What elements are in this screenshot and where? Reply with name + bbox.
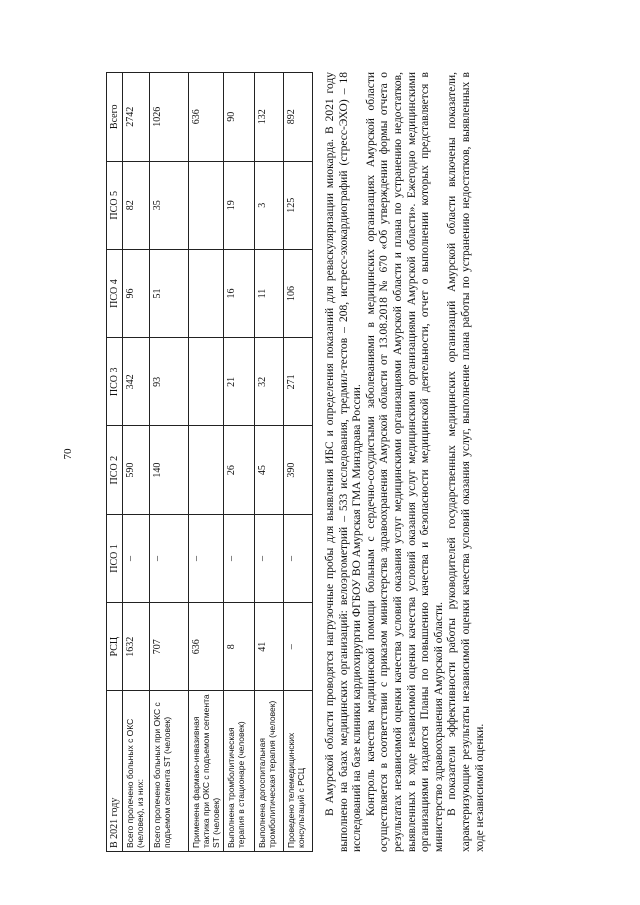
table-cell: 90 [224, 73, 255, 162]
table-cell: 41 [255, 603, 284, 691]
table-cell: 16 [224, 249, 255, 337]
table-cell: – [255, 514, 284, 602]
table-cell: – [123, 514, 150, 602]
row-label: Всего пролечено больных с ОКС (человек), из них: [123, 691, 150, 852]
table-cell: – [284, 603, 313, 691]
table-cell: 82 [123, 161, 150, 249]
table-row [255, 73, 284, 852]
table-cell: 96 [123, 249, 150, 337]
table-row [189, 73, 224, 852]
statistics-table [106, 72, 313, 852]
table-cell: 707 [150, 603, 189, 691]
table-cell: 106 [284, 249, 313, 337]
table-cell: 11 [255, 249, 284, 337]
table-header-cell: ПСО 1 [107, 514, 123, 602]
row-label: Выполнена тромболитическая терапия в стационаре (человек) [224, 691, 255, 852]
table-header-cell: ПСО 4 [107, 249, 123, 337]
table-header-cell: РСЦ [107, 603, 123, 691]
table-cell: – [150, 514, 189, 602]
table-cell: 2742 [123, 73, 150, 162]
paragraph: В Амурской области проводятся нагрузочные пробы для выявления ИБС и определения показаний для реваскуляризации миокарда. В 2021 году выполнено на базах медицинских организаций: велоэргометрий – 533 исследования, тредмил-тестов – 208, истресс-эхокардиографий (стресс-ЭХО) – 18 исследований на базе клиники кардиохирургии ФГБОУ ВО Амурская ГМА Минздрава России. [324, 72, 364, 852]
table-cell [189, 249, 224, 337]
paragraph: Контроль качества медицинской помощи больным с сердечно-сосудистыми заболеваниями в медицинских организациях Амурской области осуществляется в соответствии с приказом министерства здравоохранения Амурской области от 13.08.2018 № 670 «Об утверждении формы отчета о результатах независимой оценки качества условий оказания услуг медицинскими организациями Амурской области и плана по устранению недостатков, выявленных в ходе независимой оценки качества условий оказания услуг медицинскими организациями Амурской области». Ежегодно медицинскими организациями издаются Планы по повышению качества и безопасности медицинской деятельности, отчет о выполнении которых представляется в министерство здравоохранения Амурской области. [364, 72, 445, 852]
table-cell: 636 [189, 603, 224, 691]
table-header-row [107, 73, 123, 852]
table-cell: – [284, 514, 313, 602]
table-cell: 26 [224, 426, 255, 514]
table-cell: 51 [150, 249, 189, 337]
paragraph: В показатели эффективности работы руководителей государственных медицинских организаций Амурской области включены показатели, характеризующие результаты независимой оценки качества условий оказания услуг, выполнение плана работы по устранению недостатков, выявленных в ходе независимой оценки. [446, 72, 486, 852]
table-cell: 132 [255, 73, 284, 162]
body-text [324, 72, 487, 852]
table-cell: 342 [123, 338, 150, 426]
rotated-content [106, 72, 546, 852]
table-row [224, 73, 255, 852]
table-cell: 590 [123, 426, 150, 514]
table-cell: 21 [224, 338, 255, 426]
table-cell: 19 [224, 161, 255, 249]
table-cell: 892 [284, 73, 313, 162]
row-label: Выполнена догоспитальная тромболитическая терапия (человек) [255, 691, 284, 852]
table-cell [189, 426, 224, 514]
table-cell: 125 [284, 161, 313, 249]
table-cell: 636 [189, 73, 224, 162]
table-cell: 1632 [123, 603, 150, 691]
table-cell: 3 [255, 161, 284, 249]
table-cell [189, 161, 224, 249]
table-cell: 1026 [150, 73, 189, 162]
table-cell: 32 [255, 338, 284, 426]
page-number: 70 [62, 448, 74, 460]
table-row [123, 73, 150, 852]
row-label: Проведено телемедицинских консультаций с РСЦ [284, 691, 313, 852]
table-header-cell: ПСО 3 [107, 338, 123, 426]
table-row [284, 73, 313, 852]
table-cell: 8 [224, 603, 255, 691]
table-cell: 35 [150, 161, 189, 249]
table-header-cell: ПСО 2 [107, 426, 123, 514]
table-cell [189, 338, 224, 426]
row-label: Всего пролечено больных при ОКС с подъемом сегмента ST (человек) [150, 691, 189, 852]
table-row [150, 73, 189, 852]
table-cell: 140 [150, 426, 189, 514]
table-header-cell: ПСО 5 [107, 161, 123, 249]
table-cell: 271 [284, 338, 313, 426]
table-cell: – [189, 514, 224, 602]
table-cell: 390 [284, 426, 313, 514]
table-cell: 45 [255, 426, 284, 514]
table-header-cell: В 2021 году [107, 691, 123, 852]
table-cell: 93 [150, 338, 189, 426]
table-header-cell: Всего [107, 73, 123, 162]
table-cell: – [224, 514, 255, 602]
row-label: Применена фармако-инвазивная тактика при ОКС с подъемом сегмента ST (человек) [189, 691, 224, 852]
